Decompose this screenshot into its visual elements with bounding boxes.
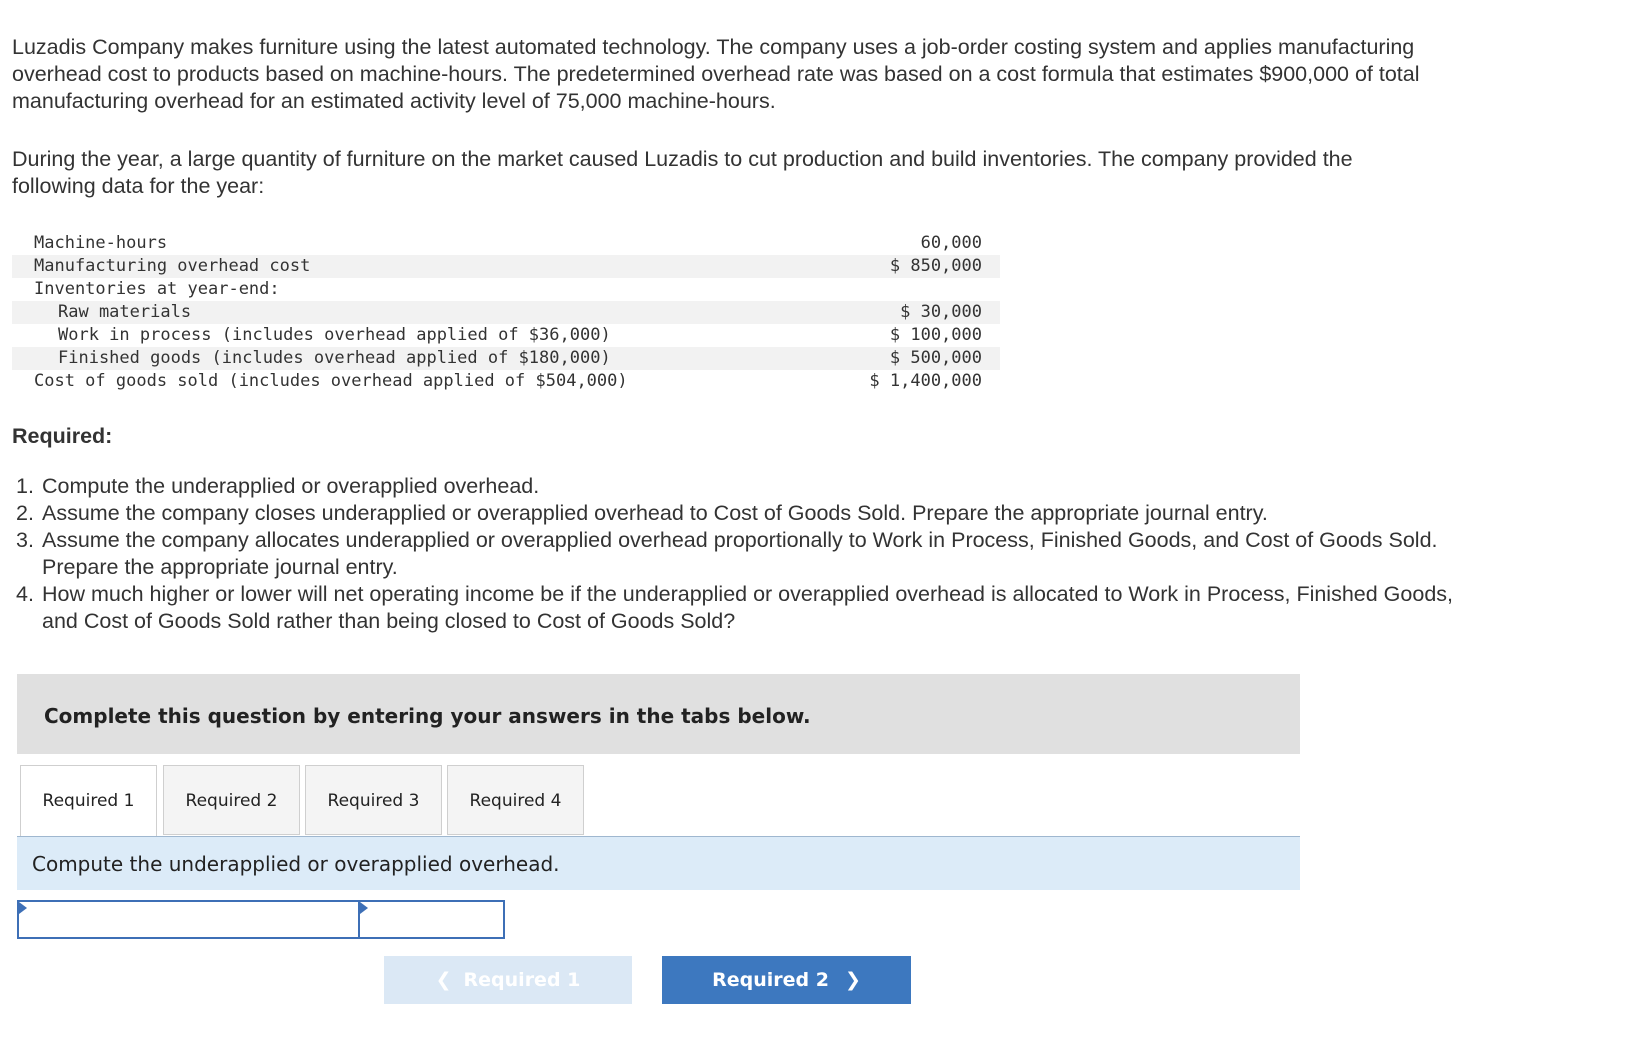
row-label: Cost of goods sold (includes overhead applied of $504,000)	[34, 371, 628, 391]
instruction-bar	[17, 837, 1300, 890]
data-table	[12, 232, 1000, 393]
table-row	[12, 278, 1000, 301]
intro-paragraph-2: During the year, a large quantity of furniture on the market caused Luzadis to cut production and build inventories. The company provided the following data for the year:	[12, 147, 1353, 198]
row-value: 60,000	[920, 233, 982, 253]
row-label: Raw materials	[58, 302, 192, 322]
item-number: 4.	[16, 582, 34, 606]
item-text: Compute the underapplied or overapplied overhead.	[42, 474, 540, 498]
row-value: $ 100,000	[889, 325, 982, 345]
answer-amount-input[interactable]	[360, 902, 503, 937]
answer-amount-cell[interactable]	[358, 900, 505, 939]
list-item	[16, 473, 1456, 500]
row-value: $ 30,000	[900, 302, 982, 322]
table-row	[12, 255, 1000, 278]
required-list	[16, 473, 1456, 635]
item-number: 1.	[16, 474, 34, 498]
table-row	[12, 232, 1000, 255]
row-label: Finished goods (includes overhead applied of $180,000)	[58, 348, 611, 368]
list-item	[16, 527, 1456, 581]
tab-required-1[interactable]: Required 1	[20, 765, 157, 837]
instructions-banner	[17, 674, 1300, 754]
table-row	[12, 347, 1000, 370]
row-label: Manufacturing overhead cost	[34, 256, 311, 276]
instruction-text: Compute the underapplied or overapplied overhead.	[32, 852, 560, 876]
table-row	[12, 370, 1000, 393]
row-value: $ 500,000	[889, 348, 982, 368]
row-label: Machine-hours	[34, 233, 168, 253]
list-item	[16, 500, 1456, 527]
intro-paragraph-1: Luzadis Company makes furniture using the latest automated technology. The company uses a job-order costing system and applies manufacturing overhead cost to products based on machine-hours. The predetermined overhead rate was based on a cost formula that estimates $900,000 of total manufacturing overhead for an estimated activity level of 75,000 machine-hours.	[12, 35, 1420, 113]
required-heading: Required:	[12, 424, 113, 448]
prev-required-button[interactable]	[384, 956, 632, 1004]
item-text: Assume the company closes underapplied or overapplied overhead to Cost of Goods Sold. Prepare the appropriate journal entry.	[42, 501, 1268, 525]
banner-text: Complete this question by entering your answers in the tabs below.	[44, 704, 811, 728]
item-text: How much higher or lower will net operating income be if the underapplied or overapplied overhead is allocated to Work in Process, Finished Goods, and Cost of Goods Sold rather than being closed to Cost of Goods Sold?	[42, 582, 1454, 633]
prev-button-label: Required 1	[463, 969, 581, 991]
next-required-button[interactable]	[662, 956, 911, 1004]
table-row	[12, 301, 1000, 324]
answer-label-cell[interactable]	[17, 900, 360, 939]
answer-label-input[interactable]	[19, 902, 358, 937]
item-text: Assume the company allocates underapplied or overapplied overhead proportionally to Work in Process, Finished Goods, and Cost of Goods Sold. Prepare the appropriate journal entry.	[42, 528, 1438, 579]
dropdown-marker-icon	[19, 902, 27, 914]
chevron-right-icon: ❯	[844, 969, 861, 991]
item-number: 3.	[16, 528, 34, 552]
tab-required-3[interactable]: Required 3	[305, 765, 442, 835]
row-label: Work in process (includes overhead applied of $36,000)	[58, 325, 611, 345]
next-button-label: Required 2	[712, 969, 829, 991]
item-number: 2.	[16, 501, 34, 525]
chevron-left-icon: ❮	[435, 969, 452, 991]
row-value: $ 850,000	[889, 256, 982, 276]
tab-required-4[interactable]: Required 4	[447, 765, 584, 835]
list-item	[16, 581, 1456, 635]
tab-required-2[interactable]: Required 2	[163, 765, 300, 835]
dropdown-marker-icon	[360, 902, 368, 914]
row-value: $ 1,400,000	[869, 371, 982, 391]
row-label: Inventories at year-end:	[34, 279, 280, 299]
table-row	[12, 324, 1000, 347]
